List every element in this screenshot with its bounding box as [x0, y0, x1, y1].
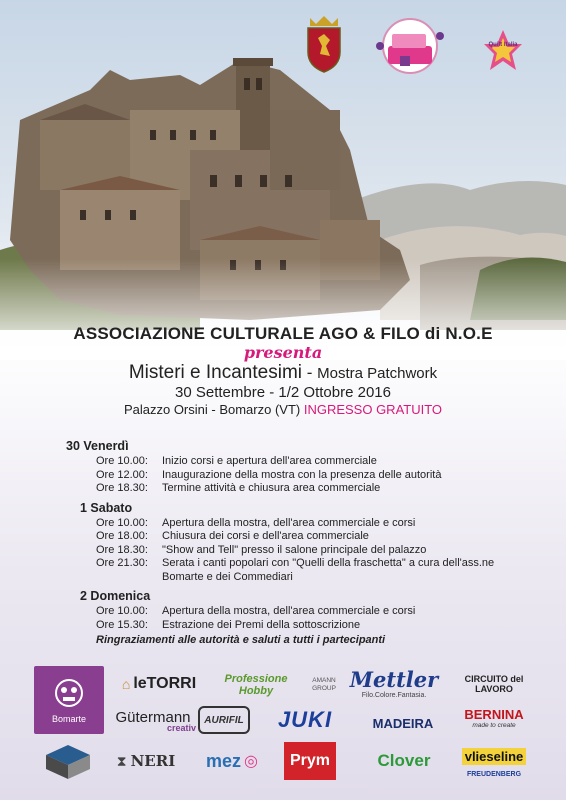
madeira-label: MADEIRA [372, 715, 434, 731]
quilt-italia-label: Quilt Italia [488, 42, 518, 48]
event-title-line [0, 362, 566, 384]
professione-hobby-label: Professione Hobby [224, 673, 288, 697]
day-label: 2 Domenica [80, 589, 151, 603]
event-description: Chiusura dei corsi e dell'area commerciale [162, 530, 369, 542]
mettler-label: Mettler [349, 667, 439, 692]
event-description: "Show and Tell" presso il salone principale del palazzo [162, 543, 427, 556]
event-time: Ore 10.00: [96, 516, 148, 529]
neri-label: NERI [130, 752, 176, 770]
event-description: Termine attività e chiusura area commerciale [162, 482, 381, 494]
venue: Palazzo Orsini - Bomarzo (VT) [123, 402, 304, 417]
amann-logo [304, 674, 344, 696]
event-time: Ore 10.00: [96, 605, 148, 617]
thanks-note: Ringraziamenti alle autorità e saluti a tutti i partecipanti [96, 634, 386, 646]
mez-label: mez [206, 750, 242, 771]
madeira-logo [364, 710, 442, 736]
event-description: Apertura della mostra, dell'area commerciale e corsi [162, 516, 416, 529]
prym-logo [284, 742, 336, 780]
gutermann-sub: creativ [166, 723, 196, 733]
letorri-logo [110, 672, 208, 696]
aurifil-label: AURIFIL [204, 714, 244, 726]
schedule-item [66, 469, 536, 483]
schedule-item [66, 619, 536, 633]
day-block [66, 501, 536, 585]
day-block [66, 589, 536, 632]
quilt-italia-logo [482, 28, 524, 76]
venue-line [0, 402, 566, 417]
circuito-lavoro-logo [454, 670, 534, 698]
neri-logo [108, 746, 184, 776]
amann-label: AMANN GROUP [312, 677, 336, 692]
juki-logo [256, 708, 354, 732]
letorri-mark-icon: ⌂ [121, 676, 131, 692]
circuito-lavoro-label: CIRCUITO del LAVORO [464, 674, 524, 694]
bomarte-label: Bomarte [51, 714, 86, 724]
day-label: 1 Sabato [80, 500, 133, 515]
vlieseline-label: vlieseline [462, 748, 527, 765]
day-block [66, 439, 536, 496]
mez-logo [194, 746, 270, 776]
top-logos [296, 10, 566, 80]
spool-icon: ⧗ [116, 752, 127, 769]
clover-logo [362, 746, 446, 776]
event-subtitle: Mostra Patchwork [317, 365, 438, 382]
bomarte-logo [34, 666, 104, 734]
event-description: Inizio corsi e apertura dell'area commerciale [162, 455, 377, 467]
event-title-separator: - [302, 363, 318, 382]
event-time: Ore 18.30: [96, 482, 148, 494]
day-label: 30 Venerdì [66, 439, 129, 453]
event-title: Misteri e Incantesimi [128, 362, 302, 383]
event-description: Estrazione dei Premi della sottoscrizione [162, 618, 361, 631]
admission-badge: INGRESSO GRATUITO [303, 402, 443, 417]
event-time: Ore 18.30: [96, 543, 148, 556]
event-description: Serata i canti popolari con "Quelli della fraschetta" a cura dell'ass.ne Bomarte e dei Commediari [162, 557, 495, 583]
schedule-item [66, 530, 536, 544]
event-time: Ore 18.00: [96, 530, 148, 542]
vlieseline-logo [454, 738, 534, 788]
event-dates: 30 Settembre - 1/2 Ottobre 2016 [175, 384, 391, 401]
event-time: Ore 10.00: [96, 455, 148, 467]
gutermann-logo [110, 706, 196, 736]
mez-swirl-icon: ◎ [244, 753, 258, 770]
bernina-logo [454, 704, 534, 732]
bernina-tagline: made to create [472, 722, 516, 729]
prym-label: Prym [289, 752, 331, 769]
aurifil-logo [198, 706, 250, 734]
presents-label: presenta [243, 343, 323, 362]
event-description: Apertura della mostra, dell'area commerciale e corsi [162, 605, 416, 617]
fabric-cube-logo [40, 742, 96, 782]
schedule-item [66, 557, 536, 584]
bernina-label: BERNINA [464, 707, 524, 722]
event-time: Ore 21.30: [96, 557, 148, 569]
title-block [0, 324, 566, 417]
letorri-label: leTORRI [133, 675, 197, 692]
association-name: ASSOCIAZIONE CULTURALE AGO & FILO di N.O.E [73, 324, 493, 343]
schedule-item [66, 482, 536, 496]
mettler-logo [346, 666, 442, 700]
schedule-item [66, 455, 536, 469]
event-time: Ore 12.00: [96, 468, 148, 481]
ago-e-filo-logo [370, 16, 456, 78]
juki-label: JUKI [277, 707, 333, 732]
event-description: Inaugurazione della mostra con la presenza delle autorità [162, 468, 442, 481]
schedule-item [66, 517, 536, 531]
freudenberg-label: FREUDENBERG [466, 771, 522, 778]
professione-hobby-logo [208, 673, 304, 697]
event-time: Ore 15.30: [96, 618, 148, 631]
mettler-tagline: Filo.Colore.Fantasia. [361, 692, 427, 699]
sponsor-logos [34, 666, 534, 794]
schedule-item [66, 605, 536, 619]
schedule-item [66, 544, 536, 558]
bomarzo-crest-logo [302, 14, 346, 74]
clover-label: Clover [377, 751, 431, 770]
gutermann-label: Gütermann [115, 709, 191, 726]
program-schedule [66, 434, 536, 646]
